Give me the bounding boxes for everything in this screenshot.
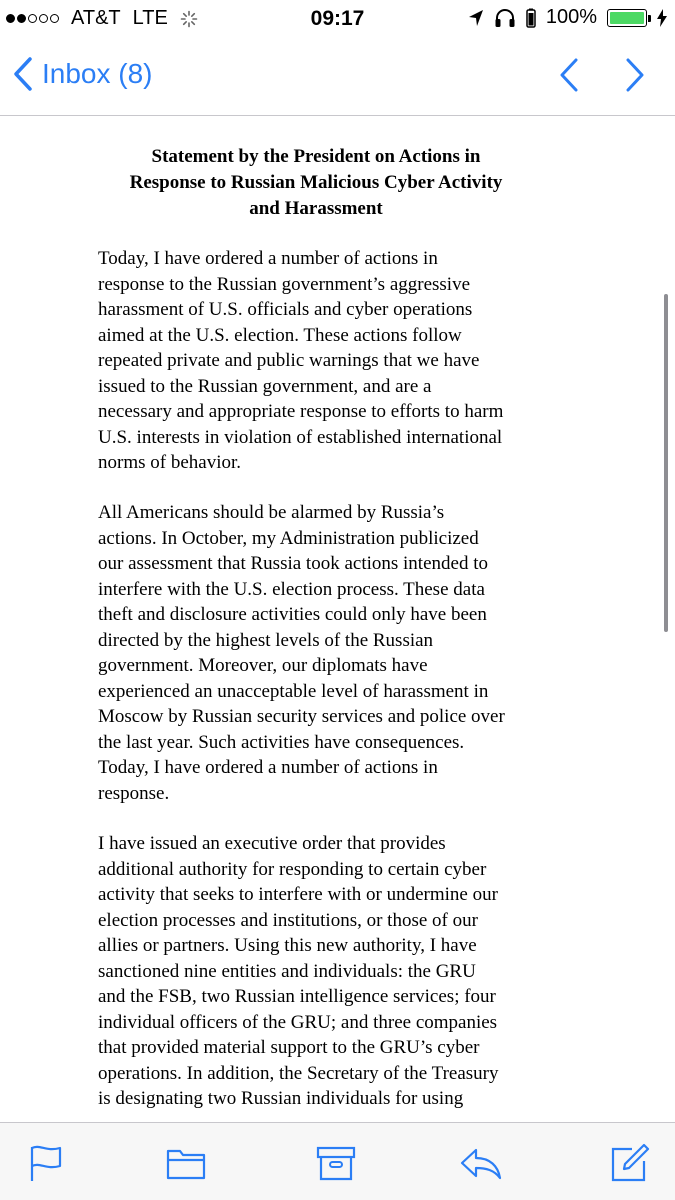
text-line: norms of behavior. <box>98 452 242 473</box>
text-line: I have issued an executive order that provides <box>98 833 446 854</box>
text-line: directed by the highest levels of the Russian <box>98 629 434 651</box>
paragraph-1 <box>98 246 546 476</box>
activity-spinner-icon <box>180 10 198 28</box>
text-line: necessary and appropriate response to efforts to harm <box>98 401 504 422</box>
text-line: is designating two Russian individuals for using <box>98 1088 464 1109</box>
text-line: allies or partners. Using this new authority, I have <box>98 935 477 956</box>
status-right <box>468 6 667 29</box>
title-line: Response to Russian Malicious Cyber Activity <box>129 172 503 193</box>
text-line: response. <box>98 782 170 804</box>
carrier-label: AT&T <box>71 7 121 29</box>
nav-bar <box>0 40 675 116</box>
text-line: harassment of U.S. officials and cyber operations <box>98 299 473 320</box>
folder-icon[interactable] <box>164 1141 208 1185</box>
text-line: operations. In addition, the Secretary of the Treasury <box>98 1062 499 1084</box>
previous-message-button[interactable] <box>556 56 582 94</box>
text-line: theft and disclosure activities could only have been <box>98 604 487 625</box>
text-line: individual officers of the GRU; and three companies <box>98 1011 498 1033</box>
battery-level-icon <box>526 8 536 28</box>
chevron-left-icon <box>12 56 34 92</box>
reply-icon[interactable] <box>458 1141 502 1185</box>
headphones-icon <box>494 8 516 28</box>
title-line: and Harassment <box>249 198 383 219</box>
text-line: and the FSB, two Russian intelligence services; four <box>98 986 496 1007</box>
text-line: repeated private and public warnings that we have <box>98 350 480 371</box>
text-line: government. Moreover, our diplomats have <box>98 655 428 676</box>
text-line: our assessment that Russia took actions intended to <box>98 553 488 574</box>
paragraph-2 <box>98 500 546 806</box>
status-left <box>6 7 198 30</box>
compose-icon[interactable] <box>608 1141 652 1185</box>
status-bar <box>0 0 675 40</box>
text-line: actions. In October, my Administration publicized <box>98 527 479 549</box>
flag-icon[interactable] <box>24 1141 68 1185</box>
text-line: Moscow by Russian security services and police over <box>98 706 505 727</box>
text-line: All Americans should be alarmed by Russia’s <box>98 502 445 523</box>
text-line: experienced an unacceptable level of harassment in <box>98 680 489 702</box>
text-line: election processes and institutions, or those of our <box>98 909 478 931</box>
scroll-indicator[interactable] <box>664 294 668 632</box>
network-label: LTE <box>132 7 168 29</box>
battery-percent: 100% <box>545 6 597 28</box>
statement-title <box>96 144 536 222</box>
back-to-inbox-button[interactable] <box>12 56 153 92</box>
status-time: 09:17 <box>310 7 365 30</box>
text-line: Today, I have ordered a number of actions in <box>98 248 438 269</box>
back-label: Inbox (8) <box>42 58 153 89</box>
text-line: issued to the Russian government, and are a <box>98 375 432 397</box>
text-line: additional authority for responding to certain cyber <box>98 858 487 880</box>
email-body[interactable] <box>0 116 675 1122</box>
text-line: interfere with the U.S. election process. These data <box>98 578 485 600</box>
text-line: activity that seeks to interfere with or undermine our <box>98 884 498 905</box>
paragraph-3 <box>98 831 546 1112</box>
next-message-button[interactable] <box>622 56 648 94</box>
text-line: sanctioned nine entities and individuals: the GRU <box>98 960 476 982</box>
text-line: that provided material support to the GRU’s cyber <box>98 1037 480 1058</box>
battery-icon <box>607 9 647 27</box>
title-line: Statement by the President on Actions in <box>151 146 481 167</box>
text-line: U.S. interests in violation of established international <box>98 426 503 448</box>
bottom-toolbar <box>0 1122 675 1200</box>
archive-icon[interactable] <box>314 1141 358 1185</box>
text-line: aimed at the U.S. election. These actions follow <box>98 324 462 346</box>
location-arrow-icon <box>468 9 484 27</box>
text-line: response to the Russian government’s aggressive <box>98 273 471 295</box>
text-line: Today, I have ordered a number of actions in <box>98 757 438 778</box>
text-line: the last year. Such activities have consequences. <box>98 731 465 753</box>
signal-strength-icon <box>6 14 59 23</box>
charging-bolt-icon <box>657 9 667 27</box>
